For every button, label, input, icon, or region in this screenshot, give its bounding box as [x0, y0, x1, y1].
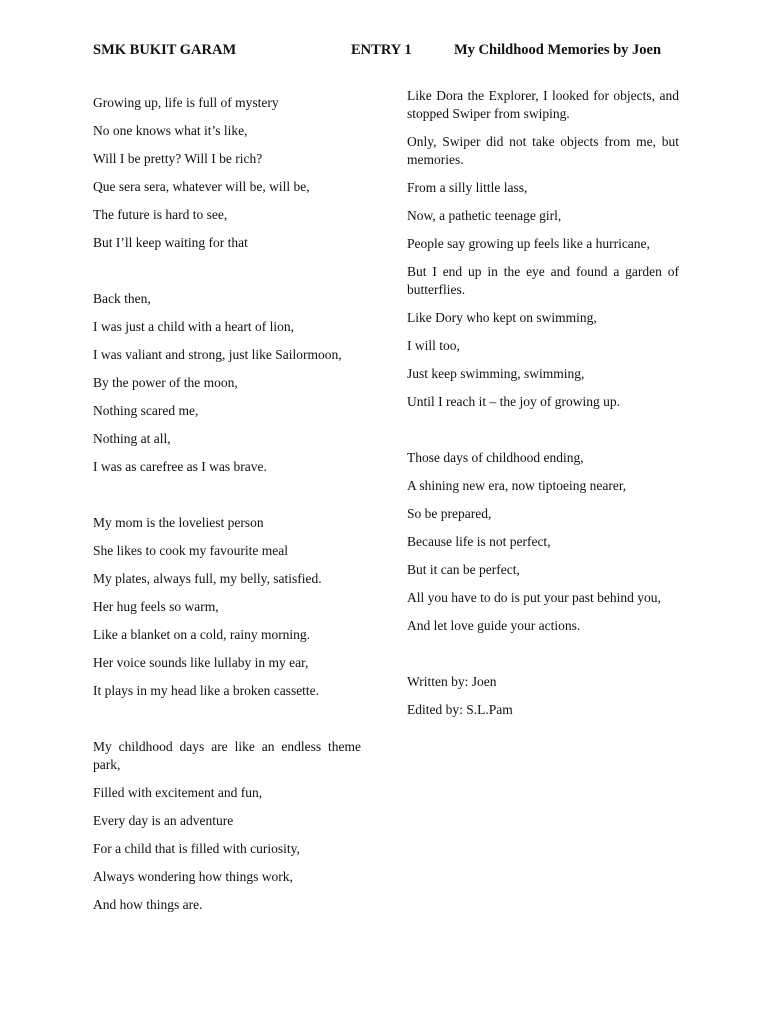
poem-line: Growing up, life is full of mystery [93, 95, 279, 110]
poem-line: But I’ll keep waiting for that [93, 235, 248, 250]
poem-title: My Childhood Memories by Joen [454, 42, 662, 58]
poem-line: My mom is the loveliest person [93, 515, 264, 530]
page-header [0, 42, 768, 62]
poem-line: Until I reach it – the joy of growing up. [407, 394, 620, 409]
poem-line: And let love guide your actions. [407, 618, 581, 633]
poem-line: By the power of the moon, [93, 375, 238, 390]
poem-line: Because life is not perfect, [407, 534, 551, 549]
poem-line: Always wondering how things work, [93, 869, 293, 884]
poem-line: Just keep swimming, swimming, [407, 366, 585, 381]
poem-line: It plays in my head like a broken cassette. [93, 683, 320, 698]
poem-line: I will too, [407, 338, 460, 353]
poem-line: Those days of childhood ending, [407, 450, 584, 465]
poem-line: Nothing at all, [93, 431, 171, 446]
poem-line: But it can be perfect, [407, 562, 520, 577]
poem-line: I was as carefree as I was brave. [93, 459, 267, 474]
stanza-3 [93, 514, 361, 700]
right-column [407, 87, 679, 729]
stanza-gap [407, 645, 679, 673]
poem-line: For a child that is filled with curiosity, [93, 841, 300, 856]
stanza-6 [407, 449, 679, 635]
stanza-gap [93, 710, 361, 738]
poem-line: Back then, [93, 291, 151, 306]
poem-line: People say growing up feels like a hurricane, [407, 236, 650, 251]
stanza-1 [93, 94, 361, 252]
poem-line: Now, a pathetic teenage girl, [407, 208, 562, 223]
poem-line: But I end up in the eye and found a garden of butterflies. [407, 264, 679, 297]
poem-line: Her voice sounds like lullaby in my ear, [93, 655, 309, 670]
credits [407, 673, 679, 719]
stanza-5 [407, 87, 679, 411]
stanza-4 [93, 738, 361, 914]
poem-line: Every day is an adventure [93, 813, 234, 828]
poem-line: No one knows what it’s like, [93, 123, 248, 138]
poem-line: My childhood days are like an endless theme park, [93, 739, 361, 772]
entry-number: ENTRY 1 [351, 42, 412, 58]
poem-line: Will I be pretty? Will I be rich? [93, 151, 263, 166]
poem-line: My plates, always full, my belly, satisfied. [93, 571, 322, 586]
stanza-gap [93, 262, 361, 290]
poem-line: Like a blanket on a cold, rainy morning. [93, 627, 311, 642]
poem-line: All you have to do is put your past behind you, [407, 590, 661, 605]
poem-line: And how things are. [93, 897, 203, 912]
poem-line: I was just a child with a heart of lion, [93, 319, 294, 334]
stanza-gap [407, 421, 679, 449]
written-by: Written by: Joen [407, 674, 497, 689]
poem-line: I was valiant and strong, just like Sailormoon, [93, 347, 342, 362]
poem-line: Nothing scared me, [93, 403, 199, 418]
stanza-2 [93, 290, 361, 476]
poem-line: The future is hard to see, [93, 207, 228, 222]
poem-line: She likes to cook my favourite meal [93, 543, 288, 558]
poem-line: Like Dory who kept on swimming, [407, 310, 597, 325]
left-column [93, 94, 361, 924]
poem-line: Like Dora the Explorer, I looked for objects, and stopped Swiper from swiping. [407, 88, 679, 121]
school-name: SMK BUKIT GARAM [93, 42, 237, 58]
poem-line: Filled with excitement and fun, [93, 785, 263, 800]
edited-by: Edited by: S.L.Pam [407, 702, 513, 717]
poem-line: Only, Swiper did not take objects from me, but memories. [407, 134, 679, 167]
poem-line: A shining new era, now tiptoeing nearer, [407, 478, 627, 493]
stanza-gap [93, 486, 361, 514]
poem-line: Que sera sera, whatever will be, will be, [93, 179, 310, 194]
poem-line: Her hug feels so warm, [93, 599, 219, 614]
poem-line: From a silly little lass, [407, 180, 528, 195]
poem-line: So be prepared, [407, 506, 492, 521]
